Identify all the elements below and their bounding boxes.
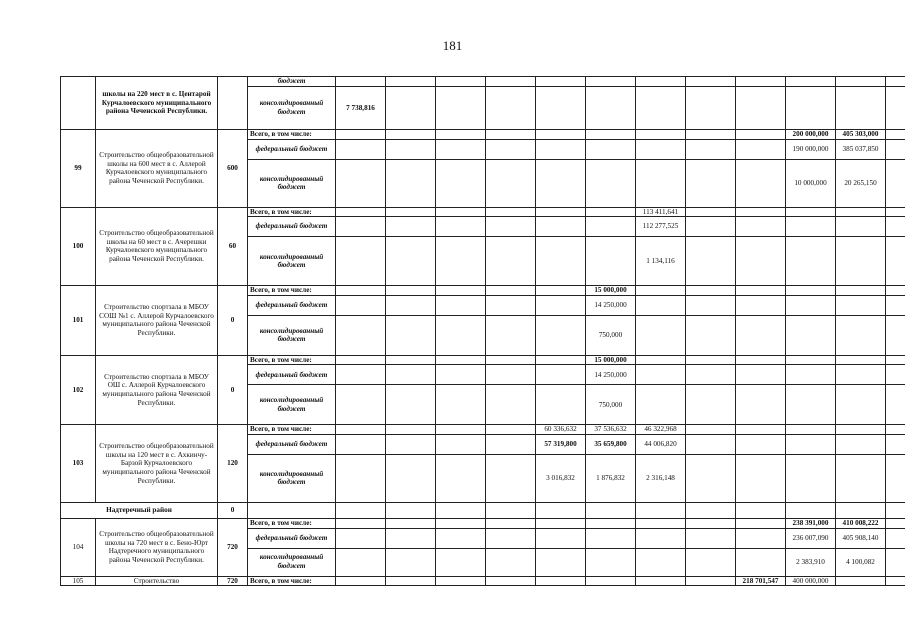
table-row (61, 130, 905, 140)
value-cell: 7 738,816 (336, 87, 386, 130)
source-label-cell: федеральный бюджет (248, 528, 336, 548)
object-name-cell: Строительство общеобразовательной школы на 120 мест в с. Ахкинчу-Барзой Курчалоевского муниципального района Чеченской Республики. (96, 425, 218, 503)
value-cell: 15 000,000 (586, 355, 636, 365)
source-label-cell: Всего, в том числе: (248, 518, 336, 528)
object-name-cell: школы на 220 мест в с. Центарой Курчалоевского муниципального района Чеченской Республики. (96, 77, 218, 130)
source-label-cell: федеральный бюджет (248, 139, 336, 159)
value-cell: 2 383,910 (786, 548, 836, 576)
capacity-cell: 0 (218, 286, 248, 356)
value-cell: 60 336,632 (536, 425, 586, 435)
value-cell: 385 037,850 (836, 139, 886, 159)
row-number-cell: 101 (61, 286, 96, 356)
region-row (61, 502, 905, 518)
value-cell: 2 316,148 (636, 454, 686, 502)
row-number-cell (61, 77, 96, 130)
value-cell: 218 701,547 (736, 576, 786, 586)
capacity-cell: 0 (218, 355, 248, 425)
value-cell: 46 322,968 (636, 425, 686, 435)
source-label-cell: консолидированный бюджет (248, 87, 336, 130)
table-row (61, 576, 905, 586)
row-number-cell: 105 (61, 576, 96, 586)
value-cell: 4 100,082 (836, 548, 886, 576)
object-name-cell: Строительство (96, 576, 218, 586)
capacity-cell: 600 (218, 130, 248, 208)
capacity-cell: 120 (218, 425, 248, 503)
source-label-cell: консолидированный бюджет (248, 159, 336, 207)
row-number-cell: 99 (61, 130, 96, 208)
value-cell: 750,000 (586, 385, 636, 425)
object-name-cell: Строительство спортзала в МБОУ ОШ с. Аллерой Курчалоевского муниципального района Чеченской Республики. (96, 355, 218, 425)
value-cell: 238 391,000 (786, 518, 836, 528)
row-number-cell: 104 (61, 518, 96, 576)
source-label-cell: Всего, в том числе: (248, 355, 336, 365)
value-cell: 200 000,000 (786, 130, 836, 140)
object-name-cell: Строительство спортзала в МБОУ СОШ №1 с. Аллерой Курчалоевского муниципального района Чеченской Республики. (96, 286, 218, 356)
value-cell: 190 000,000 (786, 139, 836, 159)
table-row (61, 77, 905, 87)
value-cell: 410 008,222 (836, 518, 886, 528)
value-cell: 10 000,000 (786, 159, 836, 207)
row-number-cell: 103 (61, 425, 96, 503)
source-label-cell: Всего, в том числе: (248, 286, 336, 296)
object-name-cell: Строительство общеобразовательной школы на 720 мест в с. Бено-Юрт Надтеречного муниципального района Чеченской Республики. (96, 518, 218, 576)
value-cell: 44 006,820 (636, 434, 686, 454)
value-cell: 20 265,150 (836, 159, 886, 207)
source-label-cell: консолидированный бюджет (248, 385, 336, 425)
value-cell: 113 411,641 (636, 207, 686, 217)
source-label-cell: консолидированный бюджет (248, 454, 336, 502)
source-label-cell: консолидированный бюджет (248, 548, 336, 576)
value-cell: 37 536,632 (586, 425, 636, 435)
value-cell: 14 250,000 (586, 295, 636, 315)
source-label-cell: Всего, в том числе: (248, 130, 336, 140)
source-label-cell: федеральный бюджет (248, 434, 336, 454)
capacity-cell (218, 77, 248, 130)
value-cell: 405 303,000 (836, 130, 886, 140)
value-cell: 112 277,525 (636, 217, 686, 237)
value-cell: 3 016,832 (536, 454, 586, 502)
value-cell: 236 007,090 (786, 528, 836, 548)
object-name-cell: Строительство общеобразовательной школы на 600 мест в с. Аллерой Курчалоевского муниципального района Чеченской Республики. (96, 130, 218, 208)
source-label-cell: федеральный бюджет (248, 295, 336, 315)
value-cell: 15 000,000 (586, 286, 636, 296)
object-name-cell: Строительство общеобразовательной школы на 60 мест в с. Ачерешки Курчалоевского муниципального района Чеченской Республики. (96, 207, 218, 286)
value-cell: 35 659,800 (586, 434, 636, 454)
value-cell: 14 250,000 (586, 365, 636, 385)
source-label-cell: Всего, в том числе: (248, 425, 336, 435)
source-label-cell: бюджет (248, 77, 336, 87)
table-row (61, 518, 905, 528)
value-cell: 1 134,116 (636, 237, 686, 286)
table-row (61, 355, 905, 365)
value-cell: 400 000,000 (786, 576, 836, 586)
value-cell: 405 908,140 (836, 528, 886, 548)
source-label-cell: консолидированный бюджет (248, 315, 336, 355)
value-cell: 57 319,800 (536, 434, 586, 454)
source-label-cell: Всего, в том числе: (248, 576, 336, 586)
table-row (61, 207, 905, 217)
row-number-cell: 102 (61, 355, 96, 425)
page-number: 181 (442, 38, 463, 53)
source-label-cell: федеральный бюджет (248, 217, 336, 237)
table-row (61, 286, 905, 296)
value-cell: 1 876,832 (586, 454, 636, 502)
capacity-cell: 0 (218, 502, 248, 518)
source-label-cell: федеральный бюджет (248, 365, 336, 385)
capacity-cell: 60 (218, 207, 248, 286)
capacity-cell: 720 (218, 576, 248, 586)
budget-table (60, 76, 905, 586)
table-row (61, 425, 905, 435)
source-label-cell: консолидированный бюджет (248, 237, 336, 286)
row-number-cell: 100 (61, 207, 96, 286)
region-title: Надтеречный район (61, 502, 218, 518)
source-label-cell: Всего, в том числе: (248, 207, 336, 217)
capacity-cell: 720 (218, 518, 248, 576)
value-cell: 750,000 (586, 315, 636, 355)
